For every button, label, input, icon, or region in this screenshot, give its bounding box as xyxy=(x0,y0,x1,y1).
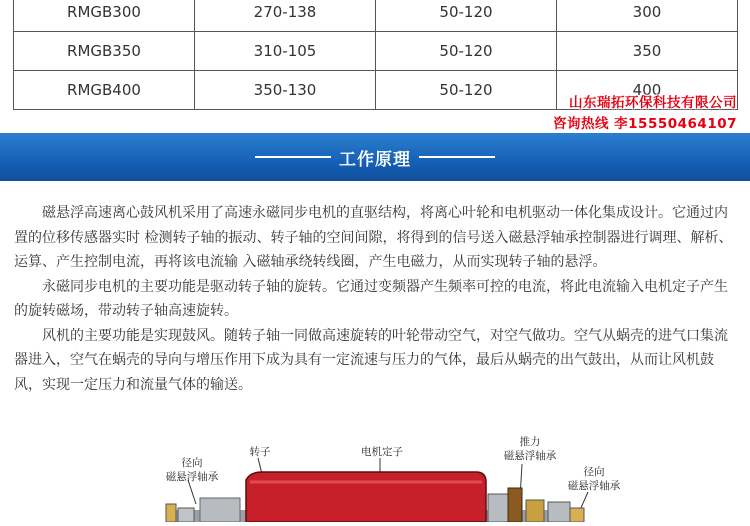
table-cell: 400 xyxy=(557,71,738,110)
section-banner xyxy=(0,133,750,181)
table-cell: 300 xyxy=(557,0,738,32)
table-cell: RMGB350 xyxy=(14,32,195,71)
table-cell: 310-105 xyxy=(195,32,376,71)
table-cell: 50-120 xyxy=(376,0,557,32)
label-rotor: 转子 xyxy=(249,446,271,458)
table-cell: RMGB400 xyxy=(14,71,195,110)
label-thrust-bearing: 推力 磁悬浮轴承 xyxy=(503,436,557,462)
table-cell: RMGB300 xyxy=(14,0,195,32)
table-cell: 350 xyxy=(557,32,738,71)
label-radial-bearing-right: 径向 磁悬浮轴承 xyxy=(567,466,621,492)
table-cell: 50-120 xyxy=(376,32,557,71)
label-radial-bearing-left: 径向 磁悬浮轴承 xyxy=(165,457,219,483)
working-principle-text xyxy=(14,201,738,397)
blower-structure-illustration xyxy=(0,428,750,522)
section-title: 工作原理 xyxy=(339,150,411,170)
table-row xyxy=(14,32,738,71)
company-name: 山东瑞拓环保科技有限公司 xyxy=(569,95,737,111)
paragraph: 磁悬浮高速离心鼓风机采用了高速永磁同步电机的直驱结构，将离心叶轮和电机驱动一体化集成设计。它通过内置的位移传感器实时 检测转子轴的振动、转子轴的空间间隙，将得到的信号送入磁悬浮轴承控制器进行调理、解析、运算、产生控制电流，再将该电流输 入磁轴承绕转线圈，产生电磁力，从而实现转子轴的悬浮。 xyxy=(14,205,733,270)
paragraph: 永磁同步电机的主要功能是驱动转子轴的旋转。它通过变频器产生频率可控的电流，将此电流输入电机定子产生的旋转磁场，带动转子轴高速旋转。 xyxy=(14,278,728,319)
banner-divider-right xyxy=(419,156,495,158)
company-watermark xyxy=(553,93,737,135)
company-hotline: 咨询热线 李15550464107 xyxy=(552,116,737,132)
table-cell: 270-138 xyxy=(195,0,376,32)
blower-structure-diagram xyxy=(0,428,750,522)
table-row xyxy=(14,0,738,32)
table-cell: 350-130 xyxy=(195,71,376,110)
table-cell: 50-120 xyxy=(376,71,557,110)
label-stator: 电机定子 xyxy=(361,446,403,458)
paragraph: 风机的主要功能是实现鼓风。随转子轴一同做高速旋转的叶轮带动空气，对空气做功。空气从蜗壳的进气口集流器进入，空气在蜗壳的导向与增压作用下成为具有一定流速与压力的气体，最后从蜗壳的出气鼓出，从而让风机鼓风，实现一定压力和流量气体的输送。 xyxy=(14,327,728,393)
